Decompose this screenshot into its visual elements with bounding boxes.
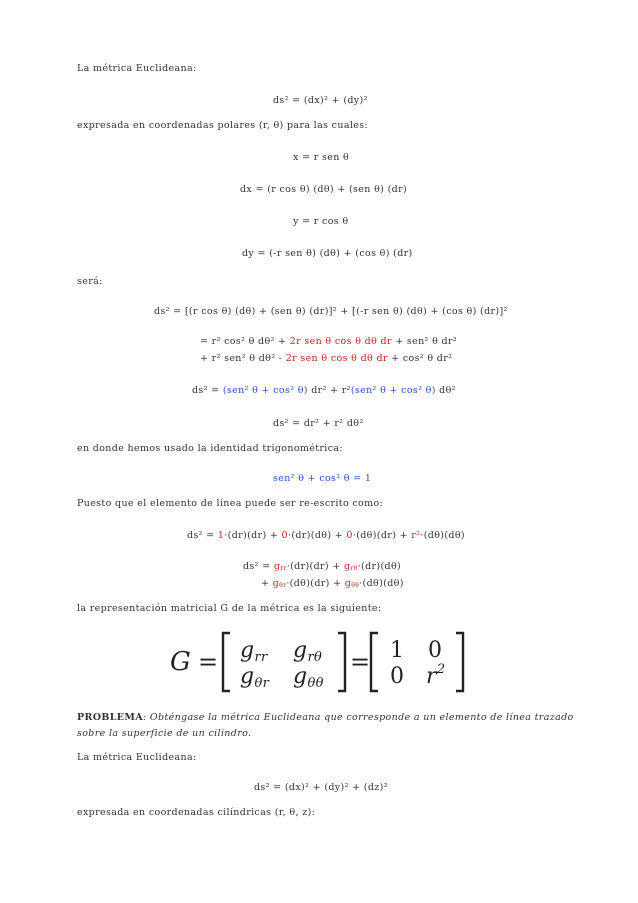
text-intro: La métrica Euclideana: [77, 63, 197, 74]
text-rewrite: Puesto que el elemento de línea puede ser re-escrito como: [77, 498, 384, 509]
metric-matrix-svg [168, 630, 478, 694]
text-cylindrical: expresada en coordenadas cilíndricas (r, θ, z): [77, 807, 316, 818]
equation-cartesian: ds² = (dx)² + (dy)² [273, 95, 368, 106]
bracket-left-2 [371, 633, 378, 691]
equation-expanded: ds² = [(r cos θ) (dθ) + (sen θ) (dr)]² + [(-r sen θ) (dθ) + (cos θ) (dr)]² [154, 306, 508, 317]
text-problem-cont: sobre la superficie de un cilindro. [77, 728, 252, 739]
matrix-G: G [170, 647, 192, 677]
value-21: 0 [390, 664, 405, 689]
matrix-equals-2: = [350, 648, 371, 676]
equation-g-line2: + $g_{\theta r}\cdot(d\theta)(dr) + g_{\theta\theta}\cdot(d\theta)(d\theta)$ [261, 578, 404, 589]
equation-dx: dx = (r cos θ) (dθ) + (sen θ) (dr) [240, 184, 408, 195]
matrix-equals-1: = [198, 648, 219, 676]
equation-g-line1: $ds^2 = g_{rr}\cdot(dr)(dr) + g_{r\theta}\cdot(dr)(d\theta)$ [243, 561, 402, 572]
g-rr: grr [240, 638, 268, 665]
text-problem: PROBLEMA: Obténgase la métrica Euclideana que corresponde a un elemento de línea trazado [77, 712, 574, 723]
equation-line1: = r² cos² θ dθ² + 2r sen θ cos θ dθ dr + sen² θ dr² [200, 336, 458, 347]
equation-x: x = r sen θ [293, 152, 350, 163]
text-sera: será: [77, 276, 103, 287]
bracket-right-1 [338, 633, 345, 691]
g-thetar: gθr [240, 664, 270, 691]
g-thetatheta: gθθ [293, 664, 324, 691]
bracket-right-2 [456, 633, 463, 691]
equation-dy: dy = (-r sen θ) (dθ) + (cos θ) (dr) [242, 248, 413, 259]
text-matrix-intro: la representación matricial G de la métrica es la siguiente: [77, 603, 382, 614]
equation-identity: sen² θ + cos² θ = 1 [273, 473, 372, 484]
metric-matrix [168, 630, 478, 694]
text-polar: expresada en coordenadas polares (r, θ) para las cuales: [77, 120, 368, 131]
g-rtheta: grθ [293, 638, 323, 665]
value-11: 1 [390, 638, 405, 663]
text-intro-2: La métrica Euclideana: [77, 752, 197, 763]
equation-polar-metric: ds² = dr² + r² dθ² [273, 418, 364, 429]
bracket-left-1 [223, 633, 230, 691]
equation-coefficients: ds² = 1·(dr)(dr) + 0·(dr)(dθ) + 0·(dθ)(dr) + r²·(dθ)(dθ) [187, 530, 465, 541]
equation-line2: + r² sen² θ dθ² - 2r sen θ cos θ dθ dr + cos² θ dr² [200, 353, 453, 364]
text-identity: en donde hemos usado la identidad trigonométrica: [77, 443, 343, 454]
equation-cartesian-3d: ds² = (dx)² + (dy)² + (dz)² [254, 782, 388, 793]
equation-grouped: ds² = (sen² θ + cos² θ) dr² + r²(sen² θ + cos² θ) dθ² [192, 385, 456, 396]
equation-y: y = r cos θ [293, 216, 349, 227]
value-12: 0 [428, 638, 443, 663]
value-22: $r^2$ [426, 662, 446, 689]
